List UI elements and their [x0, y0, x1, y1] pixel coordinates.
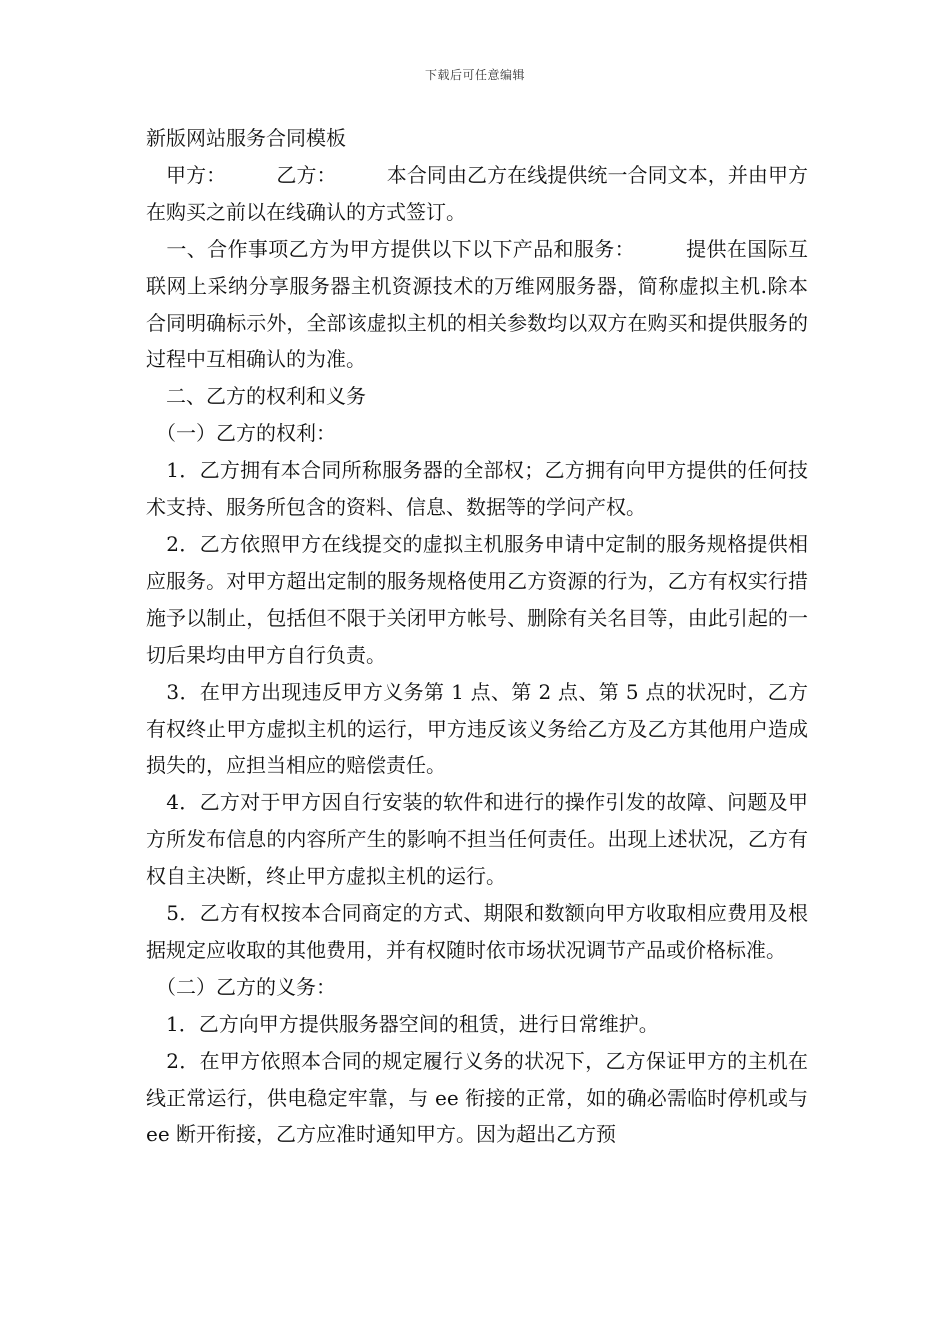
- heading-obligations: （二）乙方的义务：: [146, 974, 336, 999]
- paragraph-right-4: 4．乙方对于甲方因自行安装的软件和进行的操作引发的故障、问题及甲方所发布信息的内容所产生的影响不担当任何责任。出现上述状况，乙方有权自主决断，终止甲方虚拟主机的运行。: [146, 790, 808, 889]
- paragraph-right-3: 3．在甲方出现违反甲方义务第 1 点、第 2 点、第 5 点的状况时，乙方有权终止甲方虚拟主机的运行，甲方违反该义务给乙方及乙方其他用户造成损失的，应担当相应的赔偿责任。: [146, 679, 808, 778]
- heading-rights: （一）乙方的权利：: [146, 421, 336, 446]
- heading-section-2: 二、乙方的权利和义务: [146, 384, 366, 409]
- paragraph-right-5: 5．乙方有权按本合同商定的方式、期限和数额向甲方收取相应费用及根据规定应收取的其他费用，并有权随时依市场状况调节产品或价格标准。: [146, 901, 808, 962]
- document-body: [146, 120, 808, 1153]
- document-title: 新版网站服务合同模板: [146, 126, 346, 150]
- paragraph-obligation-2: 2．在甲方依照本合同的规定履行义务的状况下，乙方保证甲方的主机在线正常运行，供电稳定牢靠，与 ee 衔接的正常，如的确必需临时停机或与 ee 断开衔接，乙方应准时通知甲方。因为超出乙方预: [146, 1048, 808, 1147]
- paragraph-obligation-1: 1．乙方向甲方提供服务器空间的租赁，进行日常维护。: [146, 1011, 659, 1036]
- paragraph-right-1: 1．乙方拥有本合同所称服务器的全部权；乙方拥有向甲方提供的任何技术支持、服务所包含的资料、信息、数据等的学问产权。: [146, 458, 808, 520]
- page-header: 下载后可任意编辑: [424, 68, 525, 82]
- paragraph-parties: 甲方： 乙方： 本合同由乙方在线提供统一合同文本，并由甲方在购买之前以在线确认的方式签订。: [146, 162, 808, 224]
- paragraph-section-1: 一、合作事项乙方为甲方提供以下以下产品和服务： 提供在国际互联网上采纳分享服务器主机资源技术的万维网服务器，简称虚拟主机.除本合同明确标示外，全部该虚拟主机的相关参数均以双方在购买和提供服务的过程中互相确认的为准。: [146, 236, 808, 372]
- paragraph-right-2: 2．乙方依照甲方在线提交的虚拟主机服务申请中定制的服务规格提供相应服务。对甲方超出定制的服务规格使用乙方资源的行为，乙方有权实行措施予以制止，包括但不限于关闭甲方帐号、删除有关名目等，由此引起的一切后果均由甲方自行负责。: [146, 531, 808, 667]
